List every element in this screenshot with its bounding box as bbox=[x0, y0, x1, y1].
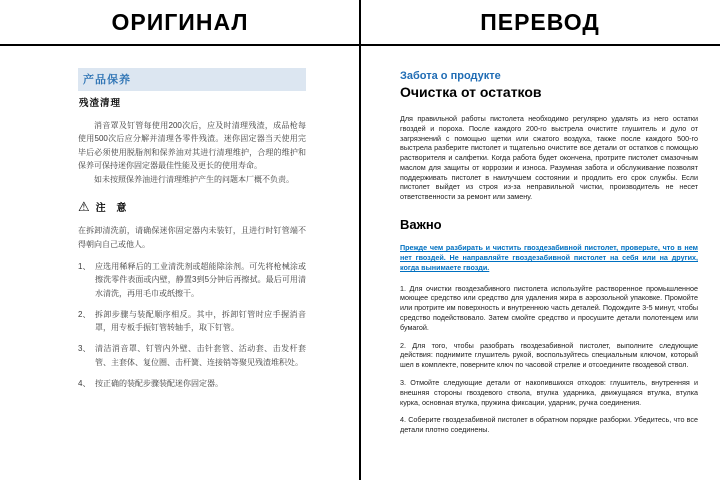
residue-cleaning-subtitle-ru: Очистка от остатков bbox=[400, 84, 542, 100]
translation-column-header: ПЕРЕВОД bbox=[480, 8, 600, 35]
notice-header bbox=[78, 199, 306, 214]
step-text: 拆卸步骤与装配顺序相反。其中，拆卸钉管时应手握消音罩，用专板手振钉管转轴手，取下钉管。 bbox=[95, 309, 306, 333]
original-step-4 bbox=[78, 377, 306, 390]
original-liability-paragraph: 如未按照保养油进行清理维护产生的问题本厂概不负责。 bbox=[94, 174, 294, 184]
original-steps-list bbox=[78, 260, 306, 390]
original-column bbox=[0, 46, 360, 478]
translation-step-3: 3. Отмойте следующие детали от накопившихся отходов: глушитель, внутренняя и внешняя стороны гвоздевого ствола, втулка ударника, движущаяся втулка, втулка курка, основная втулка, пружина фиксации, ударник, ручка соединения. bbox=[400, 377, 698, 407]
original-column-header: ОРИГИНАЛ bbox=[111, 8, 249, 35]
step-number: 4、 bbox=[78, 378, 91, 388]
warning-triangle-icon: ⚠ bbox=[78, 199, 90, 215]
translation-warning-paragraph: Прежде чем разбирать и чистить гвоздезабивной пистолет, проверьте, что в нем нет гвоздей. Не направляйте гвоздезабивной пистолет на себя или на других, когда вынимаете гвозди. bbox=[400, 243, 698, 273]
step-text: 按正确的装配步骤装配迷你固定器。 bbox=[95, 378, 223, 388]
translation-step-1: 1. Для очистки гвоздезабивного пистолета используйте растворенное промышленное моющее средство или средство для удаления жира в аэрозольной упаковке. Промойте или протрите им поверхность и внутреннюю часть деталей. Подождите 3-5 минут, чтобы средство подействовало. Затем смойте средство и просушите детали полотенцем или бумагой. bbox=[400, 283, 698, 332]
translation-intro-paragraph: Для правильной работы пистолета необходимо регулярно удалять из него остатки гвоздей и пороха. После каждого 200-го выстрела очистите глушитель и дуло от загрязнений с помощью щетки или сжатого воздуха, также после каждого 500-го выстрела разберите пистолет и тщательно очистите все детали от остатков с помощью растворителя и салфетки. Когда работа будет окончена, протрите пистолет смазочным маслом для защиты от коррозии и износа. Разумная забота и обслуживание позволят поддерживать пистолет в наилучшем состоянии и продлить его срок службы. Если пистолет выйдет из строя из-за неправильной чистки, производитель не несет ответственности за ремонт или замену. bbox=[400, 114, 698, 202]
notice-label: 注 意 bbox=[95, 203, 131, 215]
important-label: Важно bbox=[400, 217, 442, 233]
translation-steps-list bbox=[400, 284, 698, 435]
original-step-1 bbox=[78, 260, 306, 300]
step-number: 1、 bbox=[78, 262, 91, 272]
step-text: 应选用稀释后的工业清洗剂或超能除涂剂。可先将枪械涂或擦洗零件表面或内壁，静置3到5分钟后再擦拭。最后可用清水清洗，再用毛巾或纸擦干。 bbox=[95, 262, 306, 298]
step-text: 清洁消音罩、钉管内外壁、击针套管、活动套、击发杆套管、主套体、复位圈、击杆簧、连接销等聚见残渣堆积处。 bbox=[95, 344, 306, 367]
column-divider bbox=[359, 0, 361, 480]
notice-text: 在拆卸清洗前，请确保迷你固定器内未装钉，且进行时钉管端不得朝向自己或他人。 bbox=[78, 226, 306, 249]
product-care-section-title-ru: Забота о продукте bbox=[400, 70, 501, 82]
translation-step-4: 4. Соберите гвоздезабивной пистолет в обратном порядке разборки. Убедитесь, что все детали плотно соединены. bbox=[400, 415, 698, 435]
product-care-section-title: 产品保养 bbox=[78, 68, 306, 91]
translation-step-2: 2. Для того, чтобы разобрать гвоздезабивной пистолет, выполните следующие действия: поднимите глушитель рукой, воспользуйтесь специальным ключом, который шел в комплекте, поверните ключ по часовой стрелке и отсоедините гвоздевой ствол. bbox=[400, 340, 698, 370]
translation-column bbox=[360, 46, 720, 478]
step-number: 2、 bbox=[78, 309, 91, 319]
step-number: 3、 bbox=[78, 344, 91, 354]
original-step-3 bbox=[78, 342, 306, 369]
residue-cleaning-subtitle: 残渣清理 bbox=[79, 98, 122, 109]
original-intro-paragraph: 消音罩及钉管每使用200次后，应及时清理残渣，成品枪每使用500次后应分解并清理各零件残渣。迷你固定器当天使用完毕后必须使用脱脂剂和保养油对其进行清理维护，合理的维护和保养可保持迷你固定器最佳性能及更长的使用寿命。 bbox=[78, 121, 306, 171]
original-step-2 bbox=[78, 308, 306, 335]
